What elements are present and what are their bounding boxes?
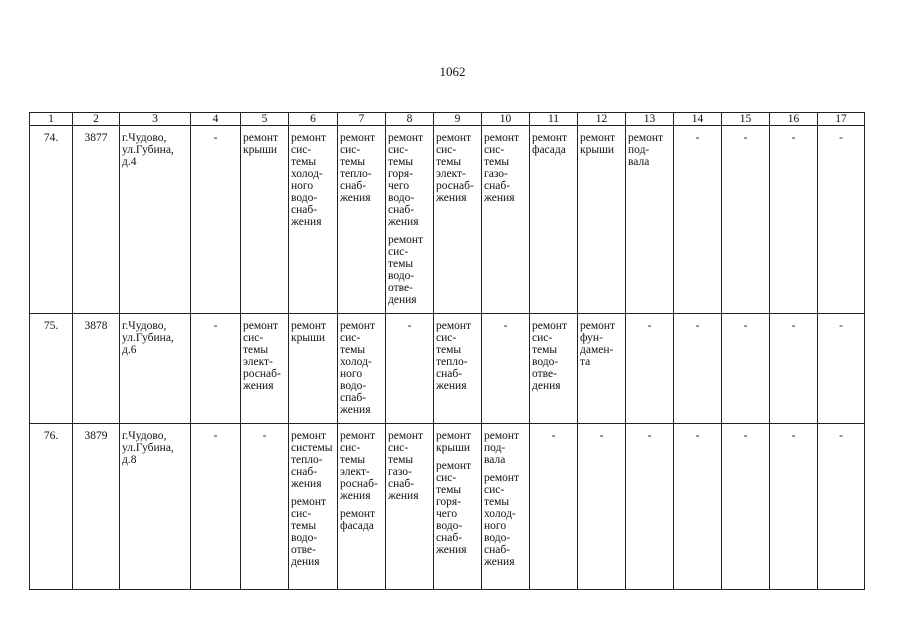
work-item <box>291 132 335 228</box>
work-cell <box>818 314 865 424</box>
work-line: элект- <box>436 168 466 180</box>
empty-dash <box>676 320 719 332</box>
work-line: - <box>551 430 556 442</box>
work-cell <box>241 424 289 590</box>
work-line: ремонт <box>340 132 376 144</box>
address-line: г.Чудово, <box>122 430 167 442</box>
work-line: жения <box>436 544 467 556</box>
work-line: темы <box>388 156 414 168</box>
column-header: 8 <box>386 113 434 126</box>
work-item <box>340 320 383 416</box>
work-item <box>388 234 431 306</box>
work-line: водо- <box>436 520 463 532</box>
work-line: - <box>647 320 652 332</box>
empty-dash <box>532 430 575 442</box>
work-line: - <box>407 320 412 332</box>
work-line: ного <box>484 520 507 532</box>
address <box>120 126 191 314</box>
work-line: ного <box>340 368 363 380</box>
work-line: жения <box>340 404 371 416</box>
address-line: д.4 <box>122 156 137 168</box>
work-cell <box>722 126 770 314</box>
work-line: ремонт <box>532 320 568 332</box>
repair-schedule-table <box>29 112 865 590</box>
work-item <box>484 132 527 204</box>
work-line: темы <box>340 156 366 168</box>
house-code: 3878 <box>73 314 120 424</box>
work-line: темы <box>291 520 317 532</box>
work-line: снаб- <box>484 544 511 556</box>
empty-dash <box>388 320 431 332</box>
work-line: - <box>213 320 218 332</box>
work-line: крыши <box>243 144 278 156</box>
work-line: сис- <box>291 144 312 156</box>
work-line: жения <box>484 192 515 204</box>
work-line: снаб- <box>436 532 463 544</box>
work-line: дамен- <box>580 344 614 356</box>
address-line: г.Чудово, <box>122 132 167 144</box>
work-line: - <box>839 320 843 332</box>
work-line: фасада <box>340 520 374 532</box>
work-line: темы <box>388 454 414 466</box>
address-line: ул.Губина, <box>122 144 174 156</box>
work-cell <box>241 126 289 314</box>
work-line: водо- <box>340 380 367 392</box>
work-line: - <box>791 430 796 442</box>
work-item <box>436 430 479 454</box>
empty-dash <box>772 320 815 332</box>
work-line: горя- <box>388 168 414 180</box>
column-header: 7 <box>338 113 386 126</box>
work-line: темы <box>243 344 269 356</box>
work-line: газо- <box>484 168 508 180</box>
work-line: снаб- <box>291 204 318 216</box>
column-header: 4 <box>191 113 241 126</box>
column-header: 11 <box>530 113 578 126</box>
work-line: спаб- <box>340 392 367 404</box>
work-line: отве- <box>532 368 557 380</box>
work-cell <box>818 424 865 590</box>
work-line: ремонт <box>484 472 520 484</box>
work-cell <box>674 126 722 314</box>
work-line: ремонт <box>388 430 424 442</box>
work-line: - <box>647 430 652 442</box>
empty-dash <box>772 430 815 442</box>
work-item <box>580 132 623 156</box>
column-header: 2 <box>73 113 120 126</box>
work-line: жения <box>340 192 371 204</box>
work-cell <box>674 424 722 590</box>
work-line: жения <box>388 490 419 502</box>
empty-dash <box>484 320 527 332</box>
address-line: ул.Губина, <box>122 442 174 454</box>
empty-dash <box>193 320 238 332</box>
work-line: ремонт <box>340 430 376 442</box>
work-item <box>243 132 286 156</box>
work-line: темы <box>484 496 510 508</box>
work-line: темы <box>340 344 366 356</box>
work-line: снаб- <box>436 368 463 380</box>
work-line: тепло- <box>291 454 323 466</box>
work-line: - <box>791 132 796 144</box>
work-line: ремонт <box>484 430 520 442</box>
work-cell <box>434 126 482 314</box>
work-line: фасада <box>532 144 566 156</box>
house-code: 3879 <box>73 424 120 590</box>
work-line: элект- <box>243 356 273 368</box>
empty-dash <box>724 430 767 442</box>
empty-dash <box>676 430 719 442</box>
work-line: водо- <box>291 532 318 544</box>
work-cell <box>338 314 386 424</box>
work-item <box>436 132 479 204</box>
work-line: крыши <box>291 332 326 344</box>
work-line: элект- <box>340 466 370 478</box>
work-line: - <box>695 132 700 144</box>
work-line: темы <box>532 344 558 356</box>
work-line: водо- <box>291 192 318 204</box>
work-line: жения <box>243 380 274 392</box>
work-cell <box>386 424 434 590</box>
work-cell <box>770 126 818 314</box>
work-line: холод- <box>484 508 516 520</box>
work-line: ремонт <box>340 508 376 520</box>
work-item <box>243 320 286 392</box>
work-line: роснаб- <box>340 478 378 490</box>
work-item <box>340 430 383 502</box>
work-line: - <box>695 430 700 442</box>
work-item <box>340 132 383 204</box>
work-line: сис- <box>340 144 361 156</box>
work-line: - <box>791 320 796 332</box>
empty-dash <box>820 320 862 332</box>
empty-dash <box>193 430 238 442</box>
work-item <box>484 472 527 568</box>
work-line: ремонт <box>532 132 568 144</box>
work-item <box>340 508 383 532</box>
address <box>120 314 191 424</box>
column-header: 15 <box>722 113 770 126</box>
header-row <box>30 113 865 126</box>
work-line: снаб- <box>484 180 511 192</box>
work-cell <box>530 424 578 590</box>
empty-dash <box>628 320 671 332</box>
work-cell <box>818 126 865 314</box>
page-number: 1062 <box>439 64 466 79</box>
work-item <box>388 430 431 502</box>
address-line: г.Чудово, <box>122 320 167 332</box>
column-header: 14 <box>674 113 722 126</box>
work-line: крыши <box>580 144 615 156</box>
column-header: 5 <box>241 113 289 126</box>
work-line: сис- <box>532 332 553 344</box>
work-line: тепло- <box>340 168 372 180</box>
work-line: вала <box>628 156 650 168</box>
empty-dash <box>243 430 286 442</box>
work-cell <box>578 126 626 314</box>
work-item <box>388 132 431 228</box>
column-header: 6 <box>289 113 338 126</box>
work-cell <box>578 424 626 590</box>
work-line: - <box>839 132 843 144</box>
work-line: темы <box>436 484 462 496</box>
work-line: ремонт <box>436 460 472 472</box>
work-cell <box>191 126 241 314</box>
work-cell <box>722 424 770 590</box>
work-cell <box>626 314 674 424</box>
work-line: водо- <box>388 270 415 282</box>
work-line: снаб- <box>291 466 318 478</box>
work-cell <box>434 314 482 424</box>
work-line: ремонт <box>243 320 279 332</box>
work-cell <box>338 126 386 314</box>
empty-dash <box>724 320 767 332</box>
work-cell <box>770 424 818 590</box>
work-cell <box>289 424 338 590</box>
work-line: ремонт <box>580 320 616 332</box>
work-line: сис- <box>388 442 409 454</box>
work-line: холод- <box>291 168 323 180</box>
work-item <box>291 496 335 568</box>
work-line: сис- <box>388 246 409 258</box>
work-line: жения <box>388 216 419 228</box>
work-cell <box>241 314 289 424</box>
work-cell <box>482 424 530 590</box>
empty-dash <box>193 132 238 144</box>
table-row <box>30 424 865 590</box>
work-item <box>291 430 335 490</box>
work-line: - <box>503 320 508 332</box>
work-line: дения <box>532 380 561 392</box>
work-line: системы <box>291 442 333 454</box>
work-line: роснаб- <box>243 368 281 380</box>
work-line: снаб- <box>388 204 415 216</box>
work-line: сис- <box>340 332 361 344</box>
address <box>120 424 191 590</box>
work-line: ремонт <box>291 132 327 144</box>
work-line: крыши <box>436 442 471 454</box>
work-line: сис- <box>436 472 457 484</box>
work-line: ремонт <box>388 132 424 144</box>
work-line: - <box>743 320 748 332</box>
work-line: темы <box>340 454 366 466</box>
work-line: горя- <box>436 496 462 508</box>
table-row <box>30 126 865 314</box>
work-line: вала <box>484 454 506 466</box>
work-cell <box>386 126 434 314</box>
column-header: 16 <box>770 113 818 126</box>
work-line: ремонт <box>291 430 327 442</box>
work-line: отве- <box>388 282 413 294</box>
work-line: ного <box>291 180 314 192</box>
empty-dash <box>772 132 815 144</box>
work-line: жения <box>291 478 322 490</box>
work-line: сис- <box>388 144 409 156</box>
work-cell <box>722 314 770 424</box>
work-cell <box>191 314 241 424</box>
work-line: жения <box>436 192 467 204</box>
work-line: сис- <box>484 144 505 156</box>
work-item <box>532 132 575 156</box>
work-line: холод- <box>340 356 372 368</box>
work-cell <box>530 126 578 314</box>
work-line: темы <box>388 258 414 270</box>
address-line: д.8 <box>122 454 137 466</box>
work-line: - <box>743 132 748 144</box>
work-line: сис- <box>436 144 457 156</box>
work-line: - <box>743 430 748 442</box>
work-line: ремонт <box>340 320 376 332</box>
work-cell <box>338 424 386 590</box>
work-line: жения <box>484 556 515 568</box>
work-line: ремонт <box>291 496 327 508</box>
work-line: под- <box>484 442 506 454</box>
empty-dash <box>724 132 767 144</box>
work-line: сис- <box>291 508 312 520</box>
work-cell <box>482 126 530 314</box>
work-line: ремонт <box>243 132 279 144</box>
work-line: та <box>580 356 591 368</box>
work-line: отве- <box>291 544 316 556</box>
work-line: - <box>599 430 604 442</box>
work-item <box>436 320 479 392</box>
column-header: 9 <box>434 113 482 126</box>
work-line: газо- <box>388 466 412 478</box>
work-line: фун- <box>580 332 603 344</box>
work-cell <box>482 314 530 424</box>
work-line: жения <box>291 216 322 228</box>
work-line: темы <box>436 344 462 356</box>
work-line: ремонт <box>436 132 472 144</box>
work-cell <box>674 314 722 424</box>
work-cell <box>770 314 818 424</box>
work-line: - <box>213 430 218 442</box>
work-cell <box>530 314 578 424</box>
empty-dash <box>820 132 862 144</box>
empty-dash <box>820 430 862 442</box>
work-line: водо- <box>532 356 559 368</box>
work-line: под- <box>628 144 650 156</box>
work-line: - <box>695 320 700 332</box>
empty-dash <box>676 132 719 144</box>
work-line: водо- <box>388 192 415 204</box>
column-header: 10 <box>482 113 530 126</box>
work-line: темы <box>291 156 317 168</box>
work-line: ремонт <box>628 132 664 144</box>
work-line: сис- <box>340 442 361 454</box>
work-line: водо- <box>484 532 511 544</box>
work-line: - <box>839 430 843 442</box>
column-header: 12 <box>578 113 626 126</box>
house-code: 3877 <box>73 126 120 314</box>
work-item <box>484 430 527 466</box>
column-header: 1 <box>30 113 73 126</box>
work-line: жения <box>436 380 467 392</box>
work-item <box>580 320 623 368</box>
work-line: роснаб- <box>436 180 474 192</box>
work-line: снаб- <box>340 180 367 192</box>
work-item <box>291 320 335 344</box>
column-header: 3 <box>120 113 191 126</box>
column-header: 17 <box>818 113 865 126</box>
work-line: чего <box>388 180 410 192</box>
work-item <box>532 320 575 392</box>
work-cell <box>191 424 241 590</box>
work-item <box>628 132 671 168</box>
work-line: сис- <box>436 332 457 344</box>
row-number: 74. <box>30 126 73 314</box>
work-line: ремонт <box>484 132 520 144</box>
work-line: дения <box>291 556 320 568</box>
work-line: дения <box>388 294 417 306</box>
work-line: сис- <box>484 484 505 496</box>
work-line: темы <box>484 156 510 168</box>
row-number: 76. <box>30 424 73 590</box>
work-line: чего <box>436 508 458 520</box>
row-number: 75. <box>30 314 73 424</box>
work-line: - <box>262 430 267 442</box>
empty-dash <box>580 430 623 442</box>
work-line: ремонт <box>291 320 327 332</box>
work-line: - <box>213 132 218 144</box>
work-line: сис- <box>243 332 264 344</box>
work-line: ремонт <box>436 320 472 332</box>
work-cell <box>578 314 626 424</box>
work-line: темы <box>436 156 462 168</box>
address-line: ул.Губина, <box>122 332 174 344</box>
work-line: ремонт <box>388 234 424 246</box>
work-cell <box>434 424 482 590</box>
address-line: д.6 <box>122 344 137 356</box>
work-line: жения <box>340 490 371 502</box>
work-cell <box>626 424 674 590</box>
column-header: 13 <box>626 113 674 126</box>
work-cell <box>289 126 338 314</box>
table-row <box>30 314 865 424</box>
work-item <box>436 460 479 556</box>
empty-dash <box>628 430 671 442</box>
work-cell <box>289 314 338 424</box>
work-cell <box>386 314 434 424</box>
work-line: ремонт <box>436 430 472 442</box>
work-cell <box>626 126 674 314</box>
work-line: снаб- <box>388 478 415 490</box>
work-line: тепло- <box>436 356 468 368</box>
work-line: ремонт <box>580 132 616 144</box>
